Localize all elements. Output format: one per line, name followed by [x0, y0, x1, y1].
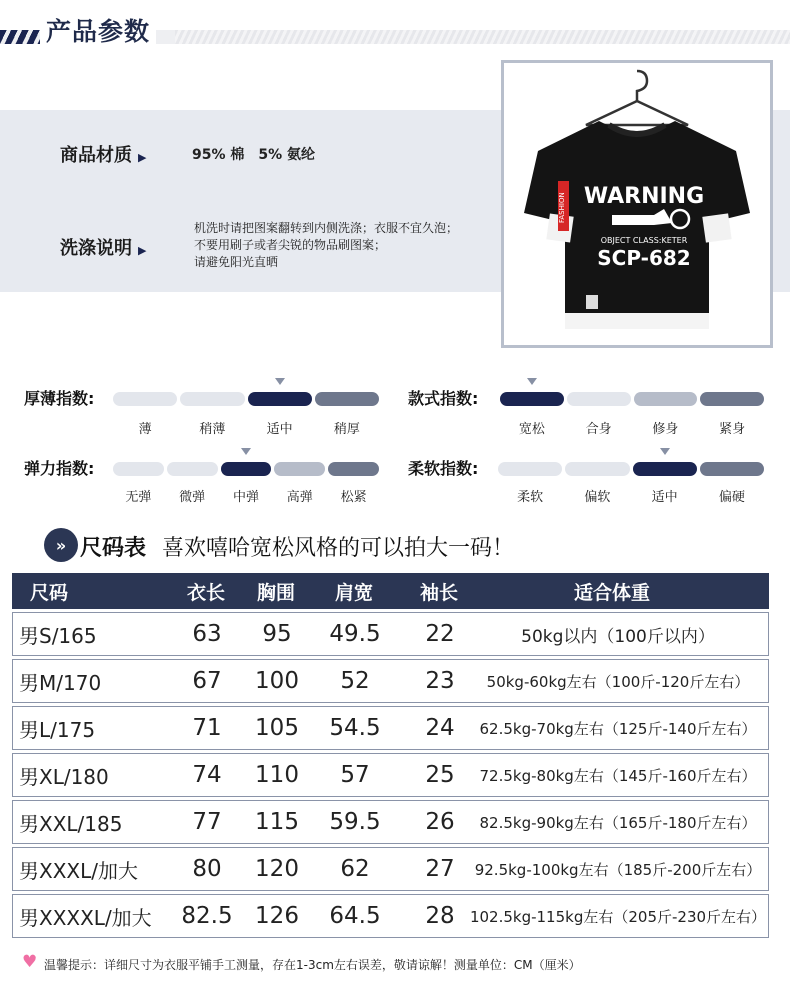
table-cell: 92.5kg-100kg左右（185斤-200斤左右） — [474, 860, 762, 879]
material-row — [60, 141, 146, 167]
table-cell: 27 — [425, 856, 455, 882]
table-cell: 82.5kg-90kg左右（165斤-180斤左右） — [479, 813, 757, 832]
table-cell: 男XXXXL/加大 — [19, 905, 152, 930]
table-cell: 100 — [255, 668, 299, 694]
index-segment — [328, 462, 379, 476]
table-cell: 49.5 — [329, 621, 381, 647]
material-label: 商品材质 — [60, 145, 132, 166]
table-cell: 22 — [425, 621, 455, 647]
index-label: 弹力指数: — [24, 459, 95, 478]
shirt-print-line1: WARNING — [583, 184, 705, 209]
table-cell: 男S/165 — [19, 623, 97, 648]
table-cell: 50kg-60kg左右（100斤-120斤左右） — [486, 672, 750, 691]
shirt-print-line2: OBJECT CLASS:KETER — [600, 236, 688, 245]
table-cell: 72.5kg-80kg左右（145斤-160斤左右） — [479, 766, 757, 785]
table-cell: 95 — [262, 621, 292, 647]
index-segment — [633, 462, 697, 476]
table-cell: 105 — [255, 715, 299, 741]
table-cell: 62 — [340, 856, 370, 882]
table-row — [12, 800, 769, 844]
header-hatch — [175, 30, 790, 44]
table-cell: 64.5 — [329, 903, 381, 929]
table-cell: 62.5kg-70kg左右（125斤-140斤左右） — [479, 719, 757, 738]
index-tick-label: 适中 — [651, 490, 678, 505]
table-cell: 男XL/180 — [19, 764, 109, 789]
table-cell: 男XXXL/加大 — [19, 858, 138, 883]
index-tick-label: 偏软 — [584, 490, 611, 505]
table-cell: 25 — [425, 762, 455, 788]
index-tick-label: 中弹 — [232, 490, 259, 505]
table-cell: 80 — [192, 856, 222, 882]
index-tick-label: 微弹 — [179, 490, 206, 505]
index-label: 款式指数: — [408, 389, 479, 408]
index-tick-label: 紧身 — [719, 422, 746, 437]
index-segment — [248, 392, 312, 406]
table-row — [12, 706, 769, 750]
table-cell: 50kg以内（100斤以内） — [521, 626, 715, 647]
section-title: 产品参数 — [40, 12, 156, 48]
table-cell: 71 — [192, 715, 222, 741]
wash-line: 请避免阳光直晒 — [194, 255, 279, 269]
table-cell: 74 — [192, 762, 222, 788]
triangle-right-icon: ▶ — [138, 244, 147, 257]
index-segment — [113, 392, 177, 406]
sleeve-text: FASHION — [558, 192, 566, 223]
index-tick-label: 柔软 — [517, 490, 544, 505]
table-cell: 67 — [192, 668, 222, 694]
table-cell: 男L/175 — [19, 717, 96, 742]
index-segment — [315, 392, 379, 406]
index-segment — [634, 392, 698, 406]
product-photo — [501, 60, 773, 348]
index-tick-label: 适中 — [266, 422, 293, 437]
index-segment — [113, 462, 164, 476]
triangle-down-icon — [275, 378, 285, 385]
index-segment — [700, 392, 764, 406]
tshirt-image — [504, 63, 770, 345]
table-body — [12, 612, 769, 938]
shirt-print-line3: SCP-682 — [597, 246, 691, 270]
index-tick-label: 稍薄 — [199, 422, 226, 437]
table-cell: 23 — [425, 668, 455, 694]
wash-line: 机洗时请把图案翻转到内侧洗涤；衣服不宜久泡； — [194, 221, 459, 235]
table-cell: 110 — [255, 762, 299, 788]
table-row — [12, 753, 769, 797]
table-cell: 120 — [255, 856, 299, 882]
index-segment — [567, 392, 631, 406]
index-segment — [498, 462, 562, 476]
column-header: 适合体重 — [573, 581, 650, 604]
index-segment — [167, 462, 218, 476]
index-segment — [221, 462, 272, 476]
triangle-down-icon — [527, 378, 537, 385]
table-cell: 57 — [340, 762, 370, 788]
table-row — [12, 612, 769, 656]
table-cell: 男M/170 — [19, 670, 102, 695]
index-segment — [180, 392, 244, 406]
table-cell: 28 — [425, 903, 455, 929]
size-chart-title: 尺码表 — [80, 536, 147, 561]
index-tick-label: 稍厚 — [333, 422, 360, 437]
triangle-down-icon — [241, 448, 251, 455]
index-tick-label: 薄 — [138, 422, 152, 437]
table-header — [12, 573, 769, 609]
table-row — [12, 894, 769, 938]
table-cell: 52 — [340, 668, 370, 694]
measurement-tip: 温馨提示：详细尺寸为衣服平铺手工测量，存在1-3cm左右误差，敬请谅解！测量单位：CM（厘米） — [44, 958, 581, 972]
index-segment — [700, 462, 764, 476]
triangle-right-icon: ▶ — [138, 151, 147, 164]
index-tick-label: 无弹 — [125, 490, 152, 505]
table-cell: 126 — [255, 903, 299, 929]
column-header: 胸围 — [256, 581, 295, 604]
index-tick-label: 高弹 — [286, 490, 313, 505]
wash-line: 不要用刷子或者尖锐的物品刷图案； — [194, 238, 387, 252]
table-cell: 115 — [255, 809, 299, 835]
table-cell: 男XXL/185 — [19, 811, 123, 836]
table-row — [12, 847, 769, 891]
wash-instructions — [194, 220, 458, 271]
material-value: 95% 棉 5% 氨纶 — [192, 147, 316, 163]
wash-label: 洗涤说明 — [60, 238, 132, 259]
column-header: 肩宽 — [334, 581, 373, 604]
index-segment — [274, 462, 325, 476]
table-cell: 24 — [425, 715, 455, 741]
wash-row — [60, 234, 146, 260]
table-cell: 102.5kg-115kg左右（205斤-230斤左右） — [469, 907, 767, 926]
table-row — [12, 659, 769, 703]
table-cell: 59.5 — [329, 809, 381, 835]
index-label: 柔软指数: — [408, 459, 479, 478]
index-tick-label: 修身 — [652, 422, 679, 437]
table-cell: 82.5 — [181, 903, 233, 929]
table-cell: 77 — [192, 809, 222, 835]
column-header: 尺码 — [30, 581, 69, 604]
index-tick-label: 宽松 — [518, 422, 545, 437]
heart-icon: ♥ — [22, 952, 38, 972]
index-tick-label: 松紧 — [340, 490, 367, 505]
column-header: 袖长 — [419, 581, 458, 604]
index-label: 厚薄指数: — [24, 389, 95, 408]
table-cell: 63 — [192, 621, 222, 647]
size-table — [12, 573, 769, 938]
header-stripes — [0, 30, 42, 44]
column-header: 衣长 — [186, 581, 225, 604]
index-tick-label: 偏硬 — [718, 490, 745, 505]
index-segment — [500, 392, 564, 406]
size-chart-subtitle: 喜欢嘻哈宽松风格的可以拍大一码！ — [162, 536, 515, 561]
index-segment — [565, 462, 629, 476]
index-tick-label: 合身 — [585, 422, 612, 437]
chevrons-right-icon: » — [44, 528, 78, 562]
table-cell: 54.5 — [329, 715, 381, 741]
table-cell: 26 — [425, 809, 455, 835]
triangle-down-icon — [660, 448, 670, 455]
